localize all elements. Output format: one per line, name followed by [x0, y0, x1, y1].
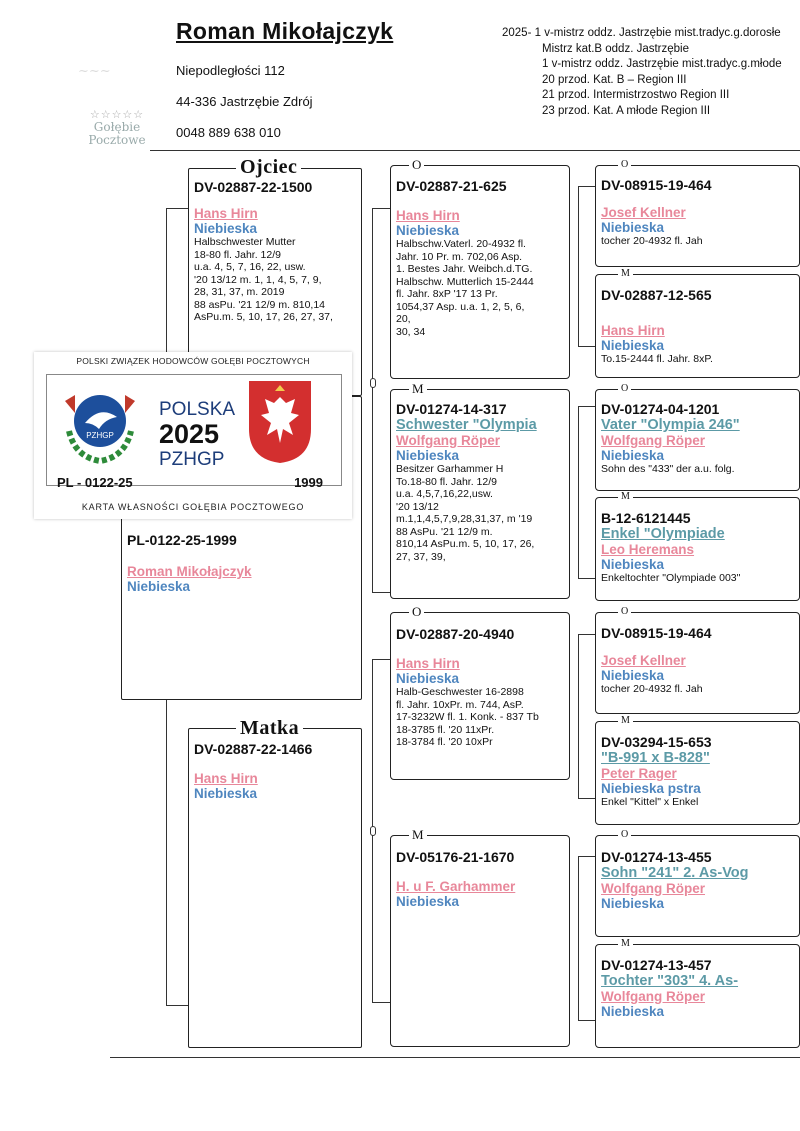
color-label: Niebieska	[601, 1004, 665, 1019]
ring-number: DV-01274-14-317	[396, 401, 507, 417]
breeder-name: Hans Hirn	[396, 208, 460, 223]
connector-line	[578, 634, 579, 798]
pigeon-name: Enkel "Olympiade	[601, 526, 725, 542]
card-footer: KARTA WŁASNOŚCI GOŁĘBIA POCZTOWEGO	[81, 502, 305, 512]
result-line: 23 przod. Kat. A młode Region III	[542, 104, 711, 117]
subject-color: Niebieska	[127, 579, 191, 594]
ring-number: DV-01274-13-455	[601, 849, 712, 865]
pedigree-box-mff	[595, 606, 800, 714]
ring-number: DV-05176-21-1670	[396, 849, 515, 865]
description: Halbschwester Mutter 18-80 fl. Jahr. 12/9 u.a. 4, 5, 7, 16, 22, usw. '20 13/12 m. 1, 1, 4, 5, 7, 9, 28, 31, 37, m. 2019 88 asPu. '21 12/9 m. 810,14 AsPu.m. 5, 10, 17, 26, 27, 37,	[194, 236, 333, 323]
logo-word-1: Gołębie	[93, 120, 141, 134]
pigeon-name: Vater "Olympia 246"	[601, 417, 740, 433]
pedigree-box-mmm	[595, 938, 800, 1048]
ownership-card	[34, 352, 352, 519]
footer-divider	[110, 1057, 800, 1058]
connector-knot	[370, 826, 376, 836]
ring-number: DV-02887-22-1466	[194, 741, 313, 757]
connector-line	[372, 208, 373, 592]
connector-line	[578, 798, 595, 799]
pedigree-box-mmf	[595, 829, 800, 937]
father-label: Ojciec	[236, 156, 301, 179]
result-line: 20 przod. Kat. B – Region III	[542, 73, 687, 86]
description: tocher 20-4932 fl. Jah	[601, 683, 703, 695]
result-line: 21 przod. Intermistrzostwo Region III	[542, 89, 730, 101]
sex-marker: O	[618, 606, 631, 617]
card-ring-number: 1999	[294, 475, 323, 490]
owner-phone: 0048 889 638 010	[176, 125, 281, 140]
color-label: Niebieska	[601, 338, 665, 353]
color-label: Niebieska	[601, 220, 665, 235]
card-year: 2025	[159, 419, 220, 449]
sex-marker: O	[618, 383, 631, 394]
ring-number: DV-08915-19-464	[601, 625, 712, 641]
pedigree-box-ffm	[595, 268, 800, 378]
ring-number: DV-02887-20-4940	[396, 626, 515, 642]
connector-line	[578, 1020, 595, 1021]
ring-number: B-12-6121445	[601, 510, 691, 526]
breeder-name: Hans Hirn	[194, 206, 258, 221]
pedigree-box-mother-father	[390, 604, 570, 780]
ring-number: DV-01274-13-457	[601, 957, 712, 973]
connector-line	[578, 634, 595, 635]
description: Sohn des "433" der a.u. folg.	[601, 463, 735, 475]
connector-line	[578, 856, 595, 857]
connector-line	[578, 346, 595, 347]
logo-stars: ☆☆☆☆☆	[89, 108, 145, 121]
connector-line	[166, 208, 188, 209]
pedigree-box-father-mother	[390, 381, 570, 599]
ring-number: DV-03294-15-653	[601, 734, 712, 750]
sex-marker: O	[409, 157, 424, 173]
result-line: 1 v-mistrz oddz. Jastrzębie mist.tradyc.g.młode	[542, 58, 782, 70]
card-ring-code: PL - 0122-25	[57, 475, 133, 490]
pedigree-box-mother-mother	[390, 827, 570, 1047]
sex-marker: M	[618, 268, 633, 279]
sex-marker: O	[409, 604, 424, 620]
connector-line	[578, 578, 595, 579]
mother-label: Matka	[236, 717, 303, 740]
pigeon-name: Sohn "241" 2. As-Vog	[601, 865, 749, 881]
pedigree-box-father-father	[390, 157, 570, 379]
color-label: Niebieska	[601, 448, 665, 463]
breeder-name: Wolfgang Röper	[396, 433, 500, 448]
owner-name: Roman Mikołajczyk	[176, 18, 394, 44]
sex-marker: M	[409, 827, 427, 843]
sex-marker: M	[618, 491, 633, 502]
description: Enkel "Kittel" x Enkel	[601, 796, 699, 808]
pzhgp-emblem-icon	[55, 383, 145, 465]
color-label: Niebieska	[601, 557, 665, 572]
result-line: Mistrz kat.B oddz. Jastrzębie	[542, 42, 689, 55]
description: Halbschw.Vaterl. 20-4932 fl. Jahr. 10 Pr. m. 702,06 Asp. 1. Bestes Jahr. Weibch.d.TG. Halbschw. Mutterlich 15-2444 fl. Jahr. 8xP '17 13 Pr. 1054,37 Asp. u.a. 1, 2, 5, 6, 20, 30, 34	[396, 238, 534, 338]
breeder-name: Hans Hirn	[194, 771, 258, 786]
logo-word-2: Pocztowe	[88, 133, 146, 147]
result-line: 2025- 1 v-mistrz oddz. Jastrzębie mist.tradyc.g.dorosłe	[502, 27, 781, 39]
description: Besitzer Garhammer H To.18-80 fl. Jahr. 12/9 u.a. 4,5,7,16,22,usw. '20 13/12 m.1,1,4,5,7,9,28,31,37, m '19 88 AsPu. '21 12/9 m. 810,14 AsPu.m. 5, 10, 17, 26, 27, 37, 39,	[396, 463, 535, 563]
sex-marker: M	[409, 381, 427, 397]
breeder-name: Leo Heremans	[601, 542, 695, 557]
header-divider	[150, 150, 800, 151]
description: To.15-2444 fl. Jahr. 8xP.	[601, 353, 713, 365]
ring-number: DV-02887-12-565	[601, 287, 712, 303]
description: tocher 20-4932 fl. Jah	[601, 235, 703, 247]
color-label: Niebieska	[194, 786, 258, 801]
ring-number: DV-02887-22-1500	[194, 179, 313, 195]
connector-line	[372, 1002, 390, 1003]
breeder-name: Wolfgang Röper	[601, 989, 705, 1004]
connector-line	[578, 406, 579, 578]
color-label: Niebieska	[396, 448, 460, 463]
connector-line	[578, 856, 579, 1020]
card-inner-frame	[46, 374, 342, 490]
color-label: Niebieska	[396, 671, 460, 686]
pedigree-box-fmf	[595, 383, 800, 491]
ring-number: DV-01274-04-1201	[601, 401, 720, 417]
breeder-name: H. u F. Garhammer	[396, 879, 516, 894]
connector-line	[372, 659, 390, 660]
breeder-name: Hans Hirn	[396, 656, 460, 671]
breeder-name: Josef Kellner	[601, 205, 686, 220]
card-polska: POLSKA	[159, 399, 236, 420]
connector-knot	[370, 378, 376, 388]
description: Halb-Geschwester 16-2898 fl. Jahr. 10xPr. m. 744, AsP. 17-3232W fl. 1. Konk. - 837 Tb 18-3785 fl. '20 11xPr. 18-3784 fl. '20 10xPr	[396, 686, 539, 748]
subject-ring-number: PL-0122-25-1999	[127, 532, 237, 548]
connector-line	[372, 592, 390, 593]
sex-marker: M	[618, 938, 633, 949]
logo-text	[76, 108, 158, 147]
breeder-name: Wolfgang Röper	[601, 881, 705, 896]
pigeon-name: Schwester "Olympia	[396, 417, 537, 433]
card-header: POLSKI ZWIĄZEK HODOWCÓW GOŁĘBI POCZTOWYCH	[76, 356, 310, 366]
pedigree-box-mother	[188, 728, 362, 1048]
color-label: Niebieska	[396, 223, 460, 238]
connector-line	[578, 186, 579, 346]
color-label: Niebieska	[601, 896, 665, 911]
connector-line	[578, 186, 595, 187]
breeder-name: Hans Hirn	[601, 323, 665, 338]
breeder-name: Josef Kellner	[601, 653, 686, 668]
sex-marker: M	[618, 715, 633, 726]
color-label: Niebieska	[601, 668, 665, 683]
connector-line	[166, 1005, 188, 1006]
color-label: Niebieska pstra	[601, 781, 701, 796]
pedigree-box-mfm	[595, 715, 800, 825]
card-pzhgp: PZHGP	[159, 449, 225, 470]
description: Enkeltochter "Olympiade 003"	[601, 572, 741, 584]
pigeon-name: Tochter "303" 4. As-	[601, 973, 739, 989]
breeder-name: Peter Rager	[601, 766, 677, 781]
sex-marker: O	[618, 829, 631, 840]
color-label: Niebieska	[194, 221, 258, 236]
eagle-coat-of-arms-icon	[247, 379, 313, 465]
connector-line	[372, 208, 390, 209]
connector-line	[578, 406, 595, 407]
pedigree-box-fmm	[595, 491, 800, 601]
pigeon-name: "B-991 x B-828"	[601, 750, 710, 766]
color-label: Niebieska	[396, 894, 460, 909]
breeder-name: Wolfgang Röper	[601, 433, 705, 448]
ring-number: DV-02887-21-625	[396, 178, 507, 194]
logo-signature-mark: ~~~	[78, 64, 111, 79]
owner-city: 44-336 Jastrzębie Zdrój	[176, 94, 313, 109]
pedigree-box-fff	[595, 159, 800, 267]
emblem-text: PZHGP	[86, 431, 114, 440]
subject-breeder-name: Roman Mikołajczyk	[127, 564, 252, 579]
ring-number: DV-08915-19-464	[601, 177, 712, 193]
sex-marker: O	[618, 159, 631, 170]
results-list	[502, 26, 782, 119]
owner-street: Niepodległości 112	[176, 63, 285, 78]
